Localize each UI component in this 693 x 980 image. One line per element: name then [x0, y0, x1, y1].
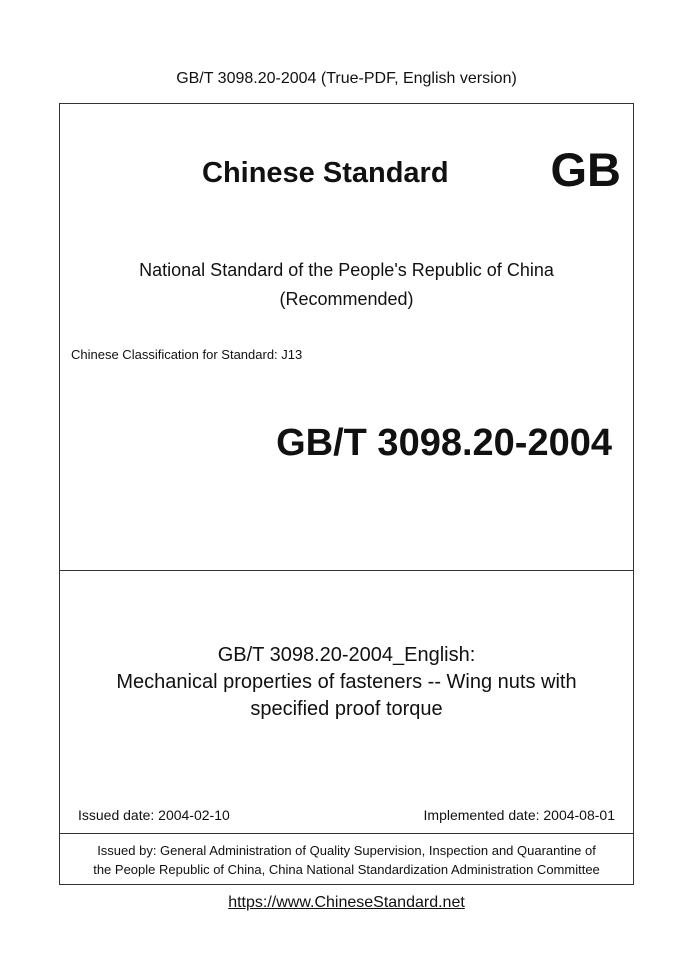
- website-link[interactable]: https://www.ChineseStandard.net: [228, 894, 465, 911]
- issued-date: Issued date: 2004-02-10: [78, 807, 230, 823]
- classification-text: Chinese Classification for Standard: J13: [71, 347, 303, 362]
- issuer-line-1: Issued by: General Administration of Quality Supervision, Inspection and Quarantine of: [97, 843, 596, 858]
- title-line-1: GB/T 3098.20-2004_English:: [217, 644, 476, 666]
- implemented-date: Implemented date: 2004-08-01: [423, 807, 615, 823]
- cover-bottom-panel: [60, 834, 633, 884]
- title-line-3: specified proof torque: [250, 698, 443, 720]
- gb-mark: GB: [550, 143, 621, 196]
- page-header-title: GB/T 3098.20-2004 (True-PDF, English version): [176, 70, 517, 87]
- cover-frame: [59, 103, 634, 885]
- title-line-2: Mechanical properties of fasteners -- Wing nuts with: [116, 671, 577, 693]
- doc-type-heading: Chinese Standard: [202, 157, 449, 189]
- national-line-1: National Standard of the People's Republic of China: [139, 260, 554, 280]
- cover-middle-panel: [60, 571, 633, 834]
- cover-top-panel: [60, 104, 633, 571]
- document-title: [60, 642, 633, 723]
- national-line-2: (Recommended): [279, 289, 414, 309]
- issuer-line-2: the People Republic of China, China National Standardization Administration Committee: [93, 862, 600, 877]
- standard-number: GB/T 3098.20-2004: [276, 422, 612, 464]
- footer: [0, 894, 693, 912]
- national-standard-text: [60, 256, 633, 314]
- issuer-text: [60, 841, 633, 879]
